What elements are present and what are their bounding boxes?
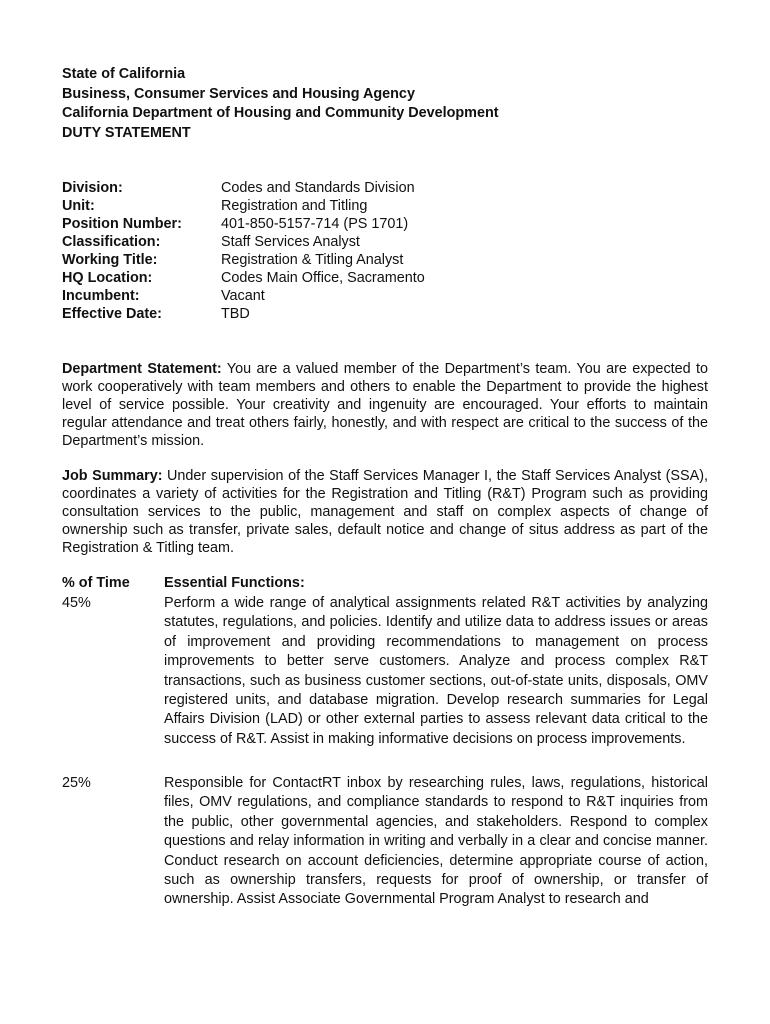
field-label: HQ Location: xyxy=(62,270,153,286)
field-value: TBD xyxy=(221,306,250,322)
field-value: Codes and Standards Division xyxy=(221,180,415,196)
field-label: Classification: xyxy=(62,234,161,250)
position-details xyxy=(62,179,425,323)
document-header xyxy=(62,65,499,143)
essential-functions-header: Essential Functions: xyxy=(164,575,305,591)
function-percent: 25% xyxy=(62,775,91,791)
field-label: Incumbent: xyxy=(62,288,140,304)
field-value: Registration and Titling xyxy=(221,198,368,214)
function-percent: 45% xyxy=(62,595,91,611)
field-unit xyxy=(62,197,425,215)
field-effective-date xyxy=(62,305,425,323)
document-title: DUTY STATEMENT xyxy=(62,124,191,141)
function-description: Responsible for ContactRT inbox by researching rules, laws, regulations, historical files, OMV regulations, and compliance standards to respond to R&T inquiries from the public, other governmental agencies, and stakeholders. Respond to complex questions and relay information in writing and verbally in a clear and concise manner. Conduct research on account deficiencies, determine appropriate course of action, such as ownership transfers, requests for proof of ownership, or transfer of ownership. Assist Associate Governmental Program Analyst to research and xyxy=(164,775,708,908)
department-name: California Department of Housing and Community Development xyxy=(62,105,499,121)
field-value: Staff Services Analyst xyxy=(221,234,360,250)
field-label: Position Number: xyxy=(62,216,182,232)
state-name: State of California xyxy=(62,66,186,82)
job-summary-text: Under supervision of the Staff Services Manager I, the Staff Services Analyst (SSA), coordinates a variety of activities for the Registration and Titling (R&T) Program such as providing consultation services to the public, management and staff on complex aspects of change of ownership such as transfer, private sales, default notice and change of situs address as part of the Registration & Titling team. xyxy=(62,468,708,556)
field-working-title xyxy=(62,251,425,269)
field-label: Working Title: xyxy=(62,252,158,268)
field-hq-location xyxy=(62,269,425,287)
field-label: Division: xyxy=(62,180,123,196)
field-position-number xyxy=(62,215,425,233)
functions-header xyxy=(62,574,305,593)
field-value: Codes Main Office, Sacramento xyxy=(221,270,425,286)
field-incumbent xyxy=(62,287,425,305)
agency-name: Business, Consumer Services and Housing Agency xyxy=(62,85,415,102)
field-value: 401-850-5157-714 (PS 1701) xyxy=(221,216,409,232)
field-classification xyxy=(62,233,425,251)
function-description: Perform a wide range of analytical assignments related R&T activities by analyzing statutes, regulations, and policies. Identify and utilize data to address issues or areas of improvement and providing recommendations to management on process improvements to better serve customers. Analyze and process complex R&T transactions, such as business customer sections, out-of-state units, disposals, OMV registered units, and database migration. Develop research summaries for Legal Affairs Division (LAD) or other external parties to assess relevant data critical to the success of R&T. Assist in making informative decisions on process improvements. xyxy=(164,595,708,747)
field-label: Unit: xyxy=(62,198,95,214)
function-row xyxy=(62,774,708,910)
percent-time-header: % of Time xyxy=(62,575,130,591)
function-row xyxy=(62,594,708,749)
field-value: Vacant xyxy=(221,288,265,304)
job-summary xyxy=(62,467,708,557)
department-statement-label: Department Statement: xyxy=(62,361,222,377)
field-division xyxy=(62,179,425,197)
department-statement xyxy=(62,360,708,450)
job-summary-label: Job Summary: xyxy=(62,468,163,484)
department-statement-text: You are a valued member of the Department’s team. You are expected to work cooperatively with team members and others to enable the Department to provide the highest level of service possible. Your creativity and ingenuity are encouraged. Your efforts to maintain regular attendance and treat others fairly, honestly, and with respect are critical to the success of the Department’s mission. xyxy=(62,361,709,449)
field-label: Effective Date: xyxy=(62,306,162,322)
field-value: Registration & Titling Analyst xyxy=(221,252,404,268)
